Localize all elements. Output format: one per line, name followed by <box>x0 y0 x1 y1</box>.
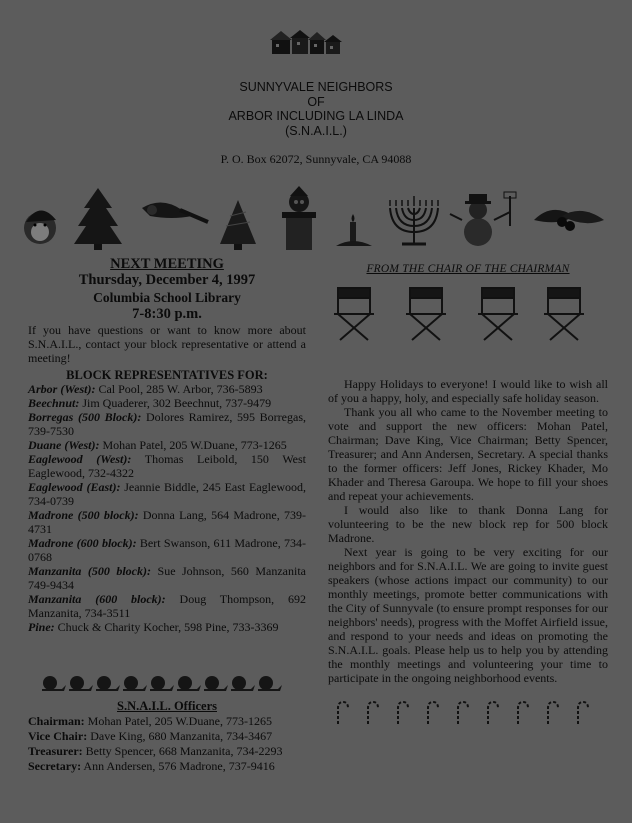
chair-message <box>328 377 608 685</box>
officer-item: Treasurer: Betty Spencer, 668 Manzanita, 734-2293 <box>28 744 283 758</box>
block-reps-heading: BLOCK REPRESENTATIVES FOR: <box>66 368 268 382</box>
po-box-address: P. O. Box 62072, Sunnyvale, CA 94088 <box>220 152 412 166</box>
block-reps-list <box>28 382 306 634</box>
houses-logo-icon <box>270 28 342 58</box>
meeting-intro: If you have questions or want to know more about S.N.A.I.L., contact your block representative or attend a meeting! <box>28 323 306 365</box>
chair-paragraph: Next year is going to be very exciting for our neighbors and for S.N.A.I.L. We are going to invite guest speakers (whose actions impact our community) to our monthly meetings, promote better communications with the City of Sunnyvale (to ensure prompt responses for our neighbors' needs), progress with the Moffet Airfield issue, and respond to your needs and ideas on promoting the S.N.A.I.L. goals. Please help us to help you by attending the monthly meetings and volunteering your time to participate in the ongoing neighborhood events. <box>328 545 608 685</box>
next-meeting-heading: NEXT MEETING <box>110 256 224 272</box>
newsletter-header <box>0 80 632 138</box>
officer-item: Chairman: Mohan Patel, 205 W.Duane, 773-1265 <box>28 714 272 728</box>
meeting-place: Columbia School Library <box>93 290 241 305</box>
rep-item: Eaglewood (East): Jeannie Biddle, 245 East Eaglewood, 734-0739 <box>28 480 306 508</box>
rep-item: Duane (West): Mohan Patel, 205 W.Duane, 773-1265 <box>28 438 287 452</box>
snowman-icon <box>450 192 516 246</box>
candle-icon <box>336 214 372 246</box>
rep-item: Madrone (600 block): Bert Swanson, 611 Madrone, 734-0768 <box>28 536 306 564</box>
directors-chair-icon <box>334 288 374 340</box>
header-line-4: (S.N.A.I.L.) <box>285 123 347 138</box>
left-column <box>28 256 306 634</box>
chair-paragraph: Happy Holidays to everyone! I would like to wish all of you a happy, holy, and especially safe holiday season. <box>328 377 608 405</box>
holly-icon <box>534 210 604 231</box>
menorah-icon <box>390 196 438 244</box>
rep-item: Pine: Chuck & Charity Kocher, 598 Pine, 733-3369 <box>28 620 279 634</box>
officers-section <box>28 699 306 774</box>
santa-icon <box>24 210 56 244</box>
header-line-3: ARBOR INCLUDING LA LINDA <box>228 109 404 123</box>
right-column <box>328 262 608 685</box>
rep-item: Manzanita (600 block): Doug Thompson, 692 Manzanita, 734-3511 <box>28 592 306 620</box>
hand-bell-icon <box>142 202 208 222</box>
officers-heading: S.N.A.I.L. Officers <box>117 699 217 713</box>
holiday-icons-strip <box>22 186 612 252</box>
officer-item: Secretary: Ann Andersen, 576 Madrone, 737-9416 <box>28 759 275 773</box>
rep-item: Arbor (West): Cal Pool, 285 W. Arbor, 736-5893 <box>28 382 263 396</box>
rep-item: Madrone (500 block): Donna Lang, 564 Madrone, 739-4731 <box>28 508 306 536</box>
chair-column-heading: FROM THE CHAIR OF THE CHAIRMAN <box>366 263 570 275</box>
rep-item: Beechnut: Jim Quaderer, 302 Beechnut, 737-9479 <box>28 396 272 410</box>
christmas-tree-icon <box>74 188 122 250</box>
directors-chairs-icons <box>328 286 608 342</box>
chair-paragraph: Thank you all who came to the November meeting to vote and support the new officers: Mohan Patel, Chairman; Dave King, Vice Chairman; Betty Spencer, Treasurer; and Ann Andersen, Secretary. A special thanks to the former officers: Jeff Jones, Rickey Khader, Mo Khader and Theresa Garoupa. We hope to fill your shoes and repeat your achievements. <box>328 405 608 503</box>
meeting-date: Thursday, December 4, 1997 <box>78 272 256 288</box>
candy-cane-icons <box>330 700 602 726</box>
header-line-1: SUNNYVALE NEIGHBORS <box>239 80 393 94</box>
header-line-2: OF <box>307 94 325 109</box>
rep-item: Eaglewood (West): Thomas Leibold, 150 West Eaglewood, 732-4322 <box>28 452 307 480</box>
rep-item: Manzanita (500 block): Sue Johnson, 560 Manzanita 749-9434 <box>28 564 306 592</box>
small-tree-icon <box>220 200 256 250</box>
officer-item: Vice Chair: Dave King, 680 Manzanita, 734-3467 <box>28 729 273 743</box>
santa-chimney-icon <box>282 186 316 250</box>
snail-separator-icons <box>38 673 288 695</box>
chair-paragraph: I would also like to thank Donna Lang for volunteering to be the new block rep for 500 block Madrone. <box>328 503 608 545</box>
meeting-time: 7-8:30 p.m. <box>132 306 202 322</box>
rep-item: Borregas (500 Block): Dolores Ramirez, 595 Borregas, 739-7530 <box>28 410 306 438</box>
